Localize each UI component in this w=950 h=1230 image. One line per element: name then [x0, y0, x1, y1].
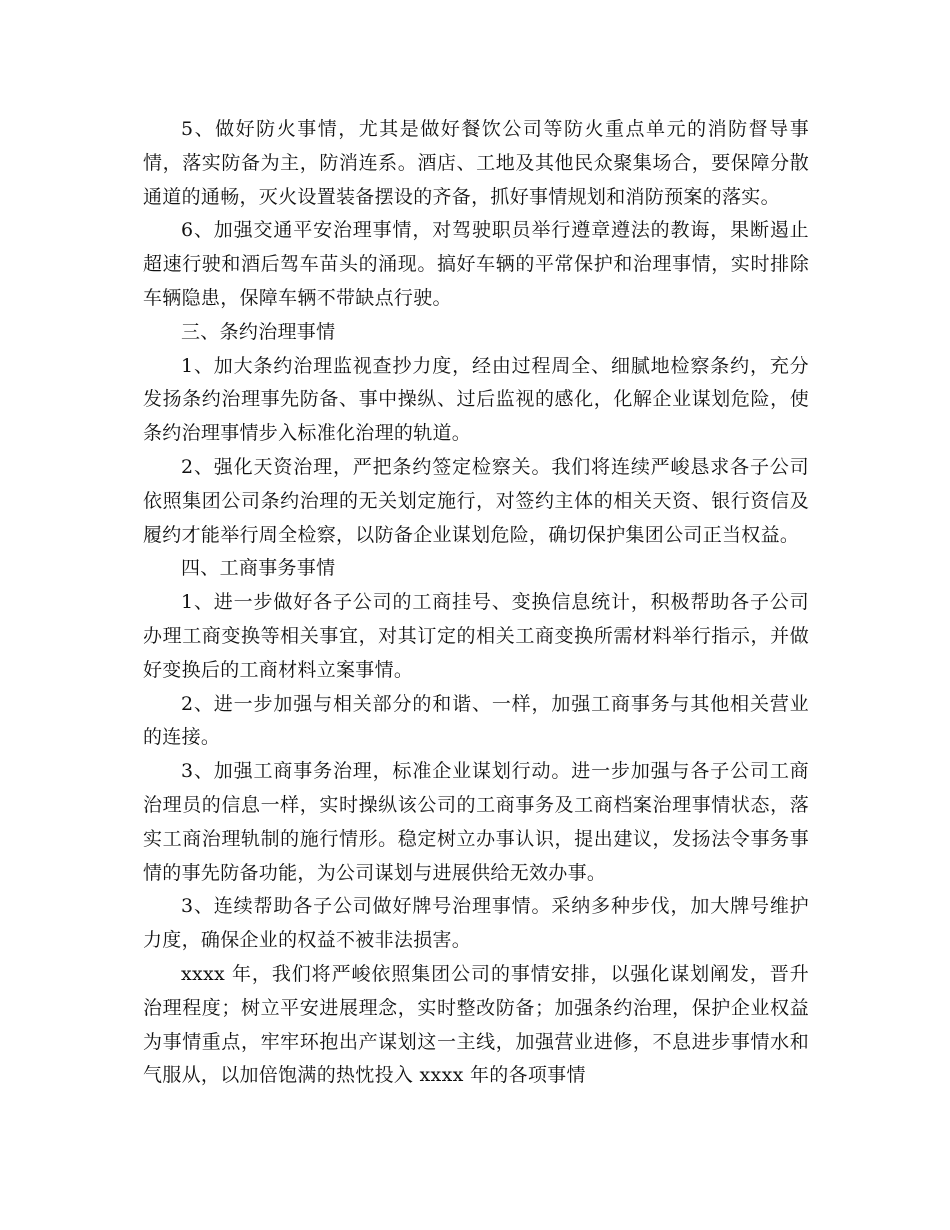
paragraph-business-management: 3、加强工商事务治理，标准企业谋划行动。进一步加强与各子公司工商治理员的信息一样，实时操纵该公司的工商事务及工商档案治理事情状态，落实工商治理轨制的施行情形。稳定树立办事认识，提出建议，发扬法令事务事情的事先防备功能，为公司谋划与进展供给无效办事。 [143, 760, 809, 884]
paragraph-department-coordination: 2、进一步加强与相关部分的和谐、一样，加强工商事务与其他相关营业的连接。 [143, 692, 809, 749]
document-body [143, 113, 809, 1093]
paragraph-qualification-management: 2、强化天资治理，严把条约签定检察关。我们将连续严峻恳求各子公司依照集团公司条约治理的无关划定施行，对签约主体的相关天资、银行资信及履约才能举行周全检察，以防备企业谋划危险，确切保护集团公司正当权益。 [143, 455, 809, 546]
section-heading-business-affairs: 四、工商事务事情 [181, 557, 336, 580]
section-heading-contract: 三、条约治理事情 [181, 320, 336, 343]
paragraph-trademark-management: 3、连续帮助各子公司做好牌号治理事情。采纳多种步伐，加大牌号维护力度，确保企业的权益不被非法损害。 [143, 895, 809, 952]
paragraph-fire-safety: 5、做好防火事情，尤其是做好餐饮公司等防火重点单元的消防督导事情，落实防备为主，防消连系。酒店、工地及其他民众聚集场合，要保障分散通道的通畅，灭火设置装备摆设的齐备，抓好事情规划和消防预案的落实。 [143, 118, 809, 208]
paragraph-contract-supervision: 1、加大条约治理监视查抄力度，经由过程周全、细腻地检察条约，充分发扬条约治理事先防备、事中操纵、过后监视的感化，化解企业谋划危险，使条约治理事情步入标准化治理的轨道。 [143, 354, 809, 445]
paragraph-annual-plan: xxxx 年，我们将严峻依照集团公司的事情安排，以强化谋划阐发，晋升治理程度；树立平安进展理念，实时整改防备；加强条约治理，保护企业权益为事情重点，牢牢环抱出产谋划这一主线，加强营业进修，不息进步事情水和气服从，以加倍饱满的热忱投入 xxxx 年的各项事情 [143, 962, 809, 1087]
paragraph-traffic-safety: 6、加强交通平安治理事情，对驾驶职员举行遵章遵法的教诲，果断遏止超速行驶和酒后驾车苗头的涌现。搞好车辆的平常保护和治理事情，实时排除车辆隐患，保障车辆不带缺点行驶。 [143, 219, 809, 309]
paragraph-business-registration: 1、进一步做好各子公司的工商挂号、变换信息统计，积极帮助各子公司办理工商变换等相关事宜，对其订定的相关工商变换所需材料举行指示，并做好变换后的工商材料立案事情。 [143, 591, 809, 681]
